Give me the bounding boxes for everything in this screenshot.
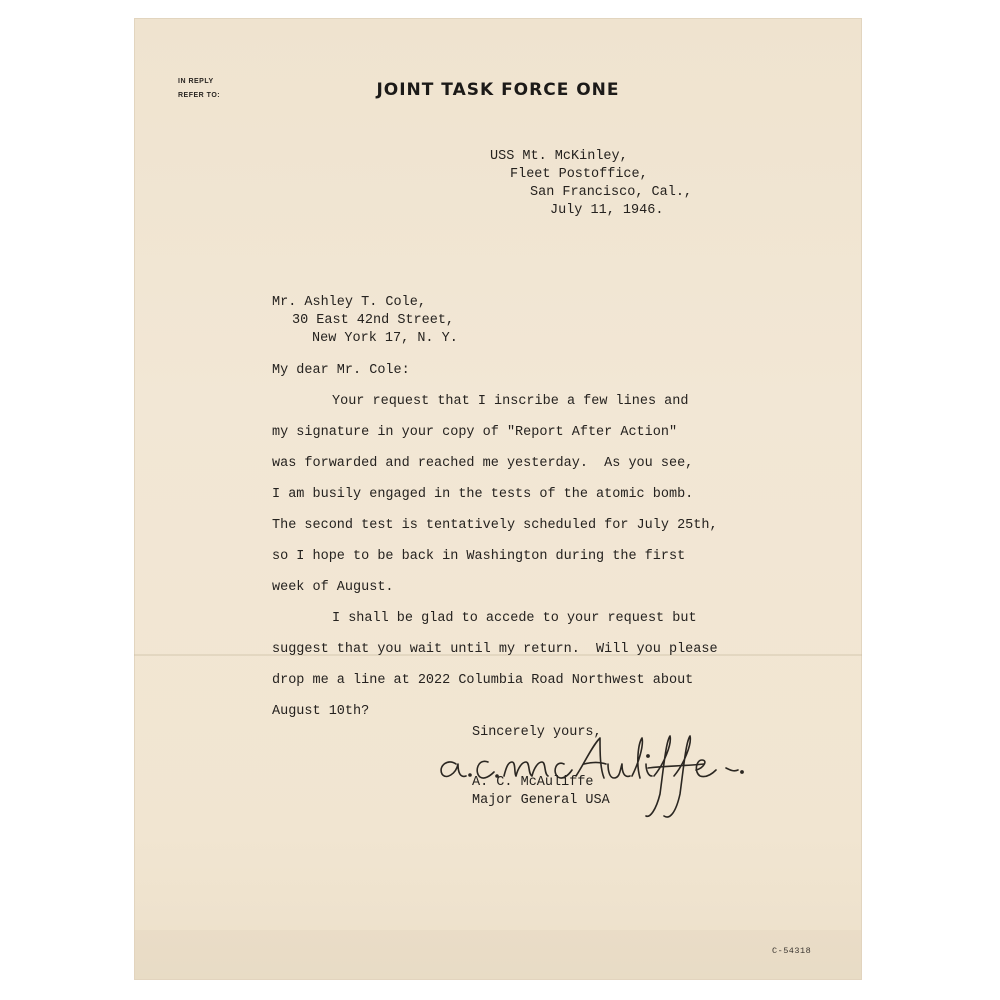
- body-line: Your request that I inscribe a few lines and: [332, 394, 689, 409]
- body-line: so I hope to be back in Washington during the first: [272, 549, 686, 564]
- signer-name: A. C. McAuliffe: [472, 775, 594, 790]
- sender-line-1: USS Mt. McKinley,: [490, 149, 628, 164]
- body-line: August 10th?: [272, 704, 370, 719]
- letter-page: [134, 18, 862, 980]
- recipient-city: New York 17, N. Y.: [312, 331, 458, 346]
- body-line: my signature in your copy of "Report After Action": [272, 425, 678, 440]
- sender-line-3: San Francisco, Cal.,: [530, 185, 693, 200]
- recipient-street: 30 East 42nd Street,: [292, 313, 455, 328]
- document-number: C-54318: [772, 946, 812, 956]
- salutation: My dear Mr. Cole:: [272, 363, 410, 378]
- body-line: was forwarded and reached me yesterday. As you see,: [272, 456, 694, 471]
- body-line: The second test is tentatively scheduled for July 25th,: [272, 518, 718, 533]
- body-line: I shall be glad to accede to your request but: [332, 611, 697, 626]
- letter-date: July 11, 1946.: [550, 203, 664, 218]
- body-line: suggest that you wait until my return. Will you please: [272, 642, 718, 657]
- paper-edge-band: [134, 930, 862, 980]
- body-line: drop me a line at 2022 Columbia Road Northwest about: [272, 673, 694, 688]
- in-reply-label: IN REPLY: [178, 78, 214, 85]
- body-line: I am busily engaged in the tests of the atomic bomb.: [272, 487, 694, 502]
- recipient-name: Mr. Ashley T. Cole,: [272, 295, 426, 310]
- letterhead-title: JOINT TASK FORCE ONE: [376, 80, 620, 100]
- closing: Sincerely yours,: [472, 725, 602, 740]
- signer-title: Major General USA: [472, 793, 610, 808]
- sender-line-2: Fleet Postoffice,: [510, 167, 648, 182]
- body-line: week of August.: [272, 580, 394, 595]
- refer-to-label: REFER TO:: [178, 92, 221, 99]
